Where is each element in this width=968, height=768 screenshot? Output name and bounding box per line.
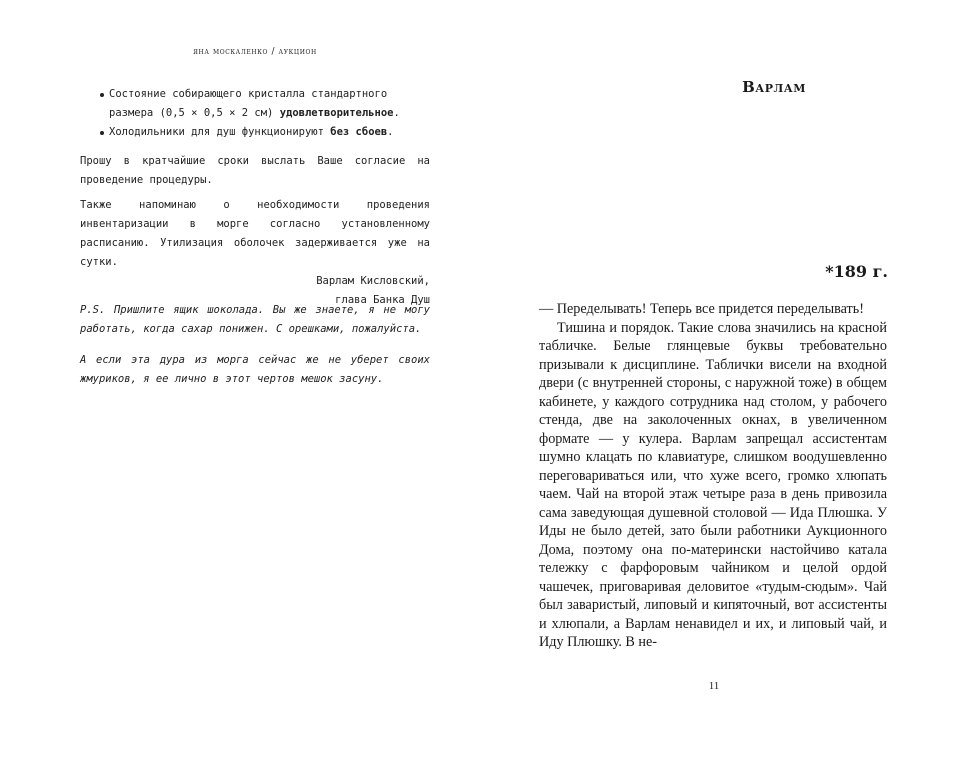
signature-title: глава Банка Душ (335, 294, 430, 306)
body-paragraph: — Переделывать! Теперь все придется переделывать! (539, 301, 864, 317)
right-page (484, 0, 968, 768)
signature-name: Варлам Кисловский, (316, 275, 430, 287)
letter-paragraph: Также напоминаю о необходимости проведения инвентаризации в морге согласно установленному расписанию. Утилизация оболочек задерживается уже на сутки. (80, 199, 430, 268)
chapter-title: Варлам (742, 78, 806, 96)
chapter-year: *189 г. (825, 262, 888, 281)
list-item: Холодильники для душ функционируют без сбоев. (80, 123, 430, 142)
postscript (80, 301, 430, 401)
postscript-paragraph: А если эта дура из морга сейчас же не уберет своих жмуриков, я ее лично в этот чертов мешок засуну. (80, 354, 430, 385)
postscript-paragraph: P.S. Пришлите ящик шоколада. Вы же знаете, я не могу работать, когда сахар понижен. С орешками, пожалуйста. (80, 304, 430, 335)
running-head: яна москаленко / аукцион (193, 47, 317, 57)
page-number: 11 (708, 680, 720, 692)
list-item: Состояние собирающего кристалла стандартного размера (0,5 × 0,5 × 2 см) удовлетворительное. (80, 85, 430, 123)
chapter-body (539, 300, 887, 652)
body-paragraph: Тишина и порядок. Такие слова значились на красной табличке. Белые глянцевые буквы требовательно призывали к дисциплине. Таблички висели на входной двери (с внутренней стороны, с наружной тоже) в общем кабинете, у каждого сотрудника над столом, у рабочего стенда, две на заколоченных окнах, в увеличенном формате — у кулера. Варлам запрещал ассистентам шумно клацать по клавиатуре, слишком воодушевленно переговариваться или, что хуже всего, громко хлюпать чаем. Чай на второй этаж четыре раза в день привозила сама заведующая душевной столовой — Ида Плюшка. У Иды не было детей, зато были работники Аукционного Дома, поэтому она по-матерински настойчиво катала тележку с фарфоровым чайником и целой ордой чашечек, приговаривая деловитое «тудым-сюдым». Чай был заваристый, липовый и кипяточный, вот ассистенты и хлюпали, а Варлам ненавидел и их, и липовый чай, и Иду Плюшку. В не- (539, 319, 887, 650)
letter-body (80, 85, 430, 310)
letter-paragraph: Прошу в кратчайшие сроки выслать Ваше согласие на проведение процедуры. (80, 155, 430, 186)
status-list (80, 85, 430, 142)
